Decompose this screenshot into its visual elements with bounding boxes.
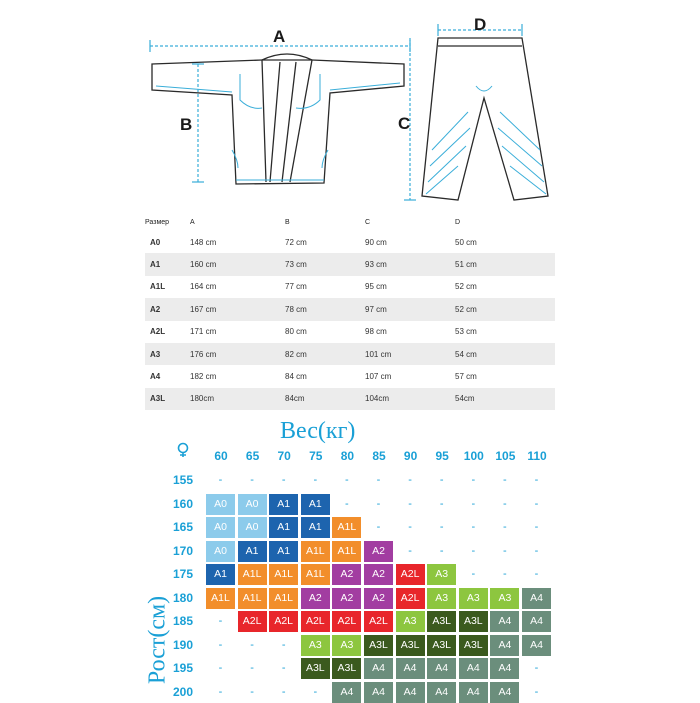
weight-label: 65 xyxy=(245,449,260,463)
size-cell: A2 xyxy=(301,588,330,609)
size-cell: A0 xyxy=(206,517,235,538)
size-cell: A2L xyxy=(301,611,330,632)
cell-a: 160 cm xyxy=(190,253,285,275)
size-cell: A1L xyxy=(269,564,298,585)
height-label: 175 xyxy=(172,567,194,581)
cell-c: 93 cm xyxy=(365,253,455,275)
table-header-d: D xyxy=(455,219,461,226)
cell-d: 57 cm xyxy=(455,372,477,382)
cell-size: A2 xyxy=(145,298,190,320)
empty-cell: - xyxy=(218,685,223,698)
empty-cell: - xyxy=(281,638,286,651)
cell-b: 78 cm xyxy=(285,298,365,320)
cell-d: 51 cm xyxy=(455,253,555,275)
empty-cell: - xyxy=(376,521,381,533)
cell-d: 50 cm xyxy=(455,237,477,247)
size-cell: A1L xyxy=(332,541,361,562)
size-cell: A3L xyxy=(332,658,361,679)
size-cell: A4 xyxy=(522,611,551,632)
cell-c: 95 cm xyxy=(365,282,387,292)
size-cell: A1L xyxy=(238,588,267,609)
cell-d: 52 cm xyxy=(455,282,477,292)
cell-d: 53 cm xyxy=(455,327,477,337)
size-cell: A3 xyxy=(427,588,456,609)
table-row xyxy=(145,365,555,387)
size-cell: A1 xyxy=(206,564,235,585)
empty-cell: - xyxy=(218,662,223,674)
empty-cell: - xyxy=(250,662,254,674)
empty-cell: - xyxy=(345,497,349,510)
size-cell: A1 xyxy=(269,494,298,515)
size-cell: A4 xyxy=(459,682,488,703)
empty-cell: - xyxy=(534,685,539,698)
table-header-c: C xyxy=(365,219,371,226)
size-cell: A3 xyxy=(301,635,330,656)
empty-cell: - xyxy=(503,568,507,580)
size-cell: A4 xyxy=(522,588,551,609)
empty-cell: - xyxy=(503,497,507,510)
cell-d: 54 cm xyxy=(455,343,555,365)
cell-a: 182 cm xyxy=(190,372,217,382)
cell-b: 72 cm xyxy=(285,237,307,247)
size-cell: A2 xyxy=(332,588,361,609)
dimension-label-c: C xyxy=(398,114,411,133)
height-label: 190 xyxy=(172,637,194,652)
empty-cell: - xyxy=(345,474,349,486)
size-cell: A4 xyxy=(332,682,361,703)
logo-icon xyxy=(175,442,191,458)
cell-size: A4 xyxy=(150,372,161,382)
size-cell: A3 xyxy=(490,588,519,609)
empty-cell: - xyxy=(218,615,223,627)
weight-label: 95 xyxy=(435,449,449,463)
cell-b: 77 cm xyxy=(285,282,307,292)
size-cell: A0 xyxy=(238,517,267,538)
empty-cell: - xyxy=(281,474,286,486)
empty-cell: - xyxy=(471,497,476,510)
empty-cell: - xyxy=(250,638,254,651)
size-cell: A4 xyxy=(490,658,519,679)
size-cell: A1 xyxy=(301,517,330,538)
empty-cell: - xyxy=(503,474,507,486)
cell-c: 101 cm xyxy=(365,343,455,365)
empty-cell: - xyxy=(250,474,254,486)
size-cell: A3 xyxy=(332,635,361,656)
empty-cell: - xyxy=(281,685,286,698)
height-label: 200 xyxy=(172,684,194,699)
weight-label: 75 xyxy=(309,449,323,463)
size-cell: A2L xyxy=(269,611,298,632)
empty-cell: - xyxy=(218,638,223,651)
height-label: 180 xyxy=(172,590,194,605)
size-cell: A0 xyxy=(238,494,267,515)
size-cell: A2L xyxy=(332,611,361,632)
size-cell: A0 xyxy=(206,541,235,562)
table-row xyxy=(145,298,555,320)
table-header-b: B xyxy=(285,219,290,226)
size-cell: A1L xyxy=(301,564,330,585)
table-row xyxy=(145,253,555,275)
empty-cell: - xyxy=(376,497,381,510)
empty-cell: - xyxy=(218,474,223,486)
empty-cell: - xyxy=(408,544,412,557)
cell-b: 84 cm xyxy=(285,372,307,382)
empty-cell: - xyxy=(471,474,476,486)
weight-label: 90 xyxy=(403,449,418,463)
cell-a: 176 cm xyxy=(190,343,285,365)
cell-a: 148 cm xyxy=(190,237,217,247)
size-cell: A0 xyxy=(206,494,235,515)
empty-cell: - xyxy=(408,521,412,533)
empty-cell: - xyxy=(313,474,318,486)
size-cell: A4 xyxy=(364,658,393,679)
height-label: 155 xyxy=(172,473,194,487)
size-cell: A1 xyxy=(238,541,267,562)
empty-cell: - xyxy=(534,568,539,580)
size-cell: A2 xyxy=(332,564,361,585)
empty-cell: - xyxy=(408,474,412,486)
cell-a: 180cm xyxy=(190,388,285,410)
table-row xyxy=(145,343,555,365)
empty-cell: - xyxy=(503,521,507,533)
weight-label: 105 xyxy=(495,449,516,463)
size-cell: A2 xyxy=(364,564,393,585)
size-cell: A2L xyxy=(396,564,425,585)
size-cell: A1L xyxy=(301,541,330,562)
cell-size: A0 xyxy=(150,237,161,247)
garment-diagram xyxy=(0,0,700,212)
cell-b: 84cm xyxy=(285,388,365,410)
size-cell: A4 xyxy=(396,658,425,679)
weight-label: 60 xyxy=(214,449,228,463)
size-cell: A2 xyxy=(364,588,393,609)
weight-label: 70 xyxy=(277,449,291,463)
size-cell: A1 xyxy=(269,541,298,562)
size-cell: A1L xyxy=(206,588,235,609)
size-cell: A3 xyxy=(427,564,456,585)
cell-c: 90 cm xyxy=(365,237,387,247)
size-cell: A2 xyxy=(364,541,393,562)
cell-size: A2L xyxy=(150,327,166,337)
empty-cell: - xyxy=(281,662,286,674)
size-cell: A3L xyxy=(459,635,488,656)
dimension-label-b: B xyxy=(180,115,193,134)
empty-cell: - xyxy=(534,544,539,557)
cell-c: 98 cm xyxy=(365,327,387,337)
cell-size: A1 xyxy=(145,253,190,275)
size-cell: A1 xyxy=(301,494,330,515)
size-cell: A3 xyxy=(459,588,488,609)
size-cell: A3L xyxy=(459,611,488,632)
empty-cell: - xyxy=(503,544,507,557)
size-cell: A1L xyxy=(269,588,298,609)
size-cell: A3 xyxy=(396,611,425,632)
table-row xyxy=(145,388,555,410)
size-cell: A4 xyxy=(490,635,519,656)
size-cell: A2L xyxy=(364,611,393,632)
cell-size: A3L xyxy=(145,388,190,410)
size-cell: A1L xyxy=(332,517,361,538)
size-cell: A2L xyxy=(396,588,425,609)
size-cell: A4 xyxy=(522,635,551,656)
cell-a: 164 cm xyxy=(190,282,217,292)
cell-b: 82 cm xyxy=(285,343,365,365)
cell-a: 171 cm xyxy=(190,327,217,337)
empty-cell: - xyxy=(534,662,539,674)
cell-a: 167 cm xyxy=(190,298,285,320)
size-cell: A2L xyxy=(238,611,267,632)
size-measurement-table xyxy=(145,214,555,410)
size-cell: A1L xyxy=(238,564,267,585)
weight-label: 100 xyxy=(463,449,484,463)
dimension-label-d: D xyxy=(474,15,487,34)
cell-c: 97 cm xyxy=(365,298,455,320)
size-cell: A4 xyxy=(427,658,456,679)
height-label: 165 xyxy=(172,520,194,534)
empty-cell: - xyxy=(471,544,476,557)
empty-cell: - xyxy=(250,685,254,698)
empty-cell: - xyxy=(408,497,412,510)
size-cell: A3L xyxy=(427,635,456,656)
cell-d: 52 cm xyxy=(455,298,555,320)
cell-size: A3 xyxy=(145,343,190,365)
empty-cell: - xyxy=(534,521,539,533)
empty-cell: - xyxy=(471,568,476,580)
height-label: 185 xyxy=(172,614,194,628)
empty-cell: - xyxy=(439,544,444,557)
table-header-size: Размер xyxy=(145,219,170,226)
cell-c: 104cm xyxy=(365,388,455,410)
cell-b: 73 cm xyxy=(285,253,365,275)
dimension-label-a: A xyxy=(273,27,286,46)
cell-d: 54cm xyxy=(455,388,555,410)
cell-size: A1L xyxy=(150,282,166,292)
cell-c: 107 cm xyxy=(365,372,392,382)
empty-cell: - xyxy=(376,474,381,486)
size-cell: A3L xyxy=(364,635,393,656)
size-cell: A4 xyxy=(490,611,519,632)
table-header-a: A xyxy=(190,219,195,226)
empty-cell: - xyxy=(534,497,539,510)
empty-cell: - xyxy=(439,497,444,510)
height-label: 170 xyxy=(172,543,194,558)
size-cell: A4 xyxy=(490,682,519,703)
empty-cell: - xyxy=(534,474,539,486)
empty-cell: - xyxy=(439,474,444,486)
empty-cell: - xyxy=(439,521,444,533)
height-label: 160 xyxy=(172,496,194,511)
empty-cell: - xyxy=(313,685,318,698)
size-cell: A4 xyxy=(427,682,456,703)
size-cell: A3L xyxy=(301,658,330,679)
height-label: 195 xyxy=(172,661,194,675)
size-cell: A3L xyxy=(396,635,425,656)
size-cell: A4 xyxy=(396,682,425,703)
size-cell: A4 xyxy=(364,682,393,703)
empty-cell: - xyxy=(471,521,476,533)
weight-label: 80 xyxy=(340,449,355,463)
table-header-row xyxy=(145,214,555,231)
weight-label: 110 xyxy=(527,449,547,463)
height-axis-title: Рост(см) xyxy=(144,595,171,685)
table-row xyxy=(145,231,555,253)
table-row xyxy=(145,321,555,343)
table-row xyxy=(145,276,555,298)
weight-label: 85 xyxy=(372,449,386,463)
weight-axis-title: Вес(кг) xyxy=(280,418,356,444)
cell-b: 80 cm xyxy=(285,327,307,337)
size-cell: A1 xyxy=(269,517,298,538)
size-cell: A4 xyxy=(459,658,488,679)
size-cell: A3L xyxy=(427,611,456,632)
